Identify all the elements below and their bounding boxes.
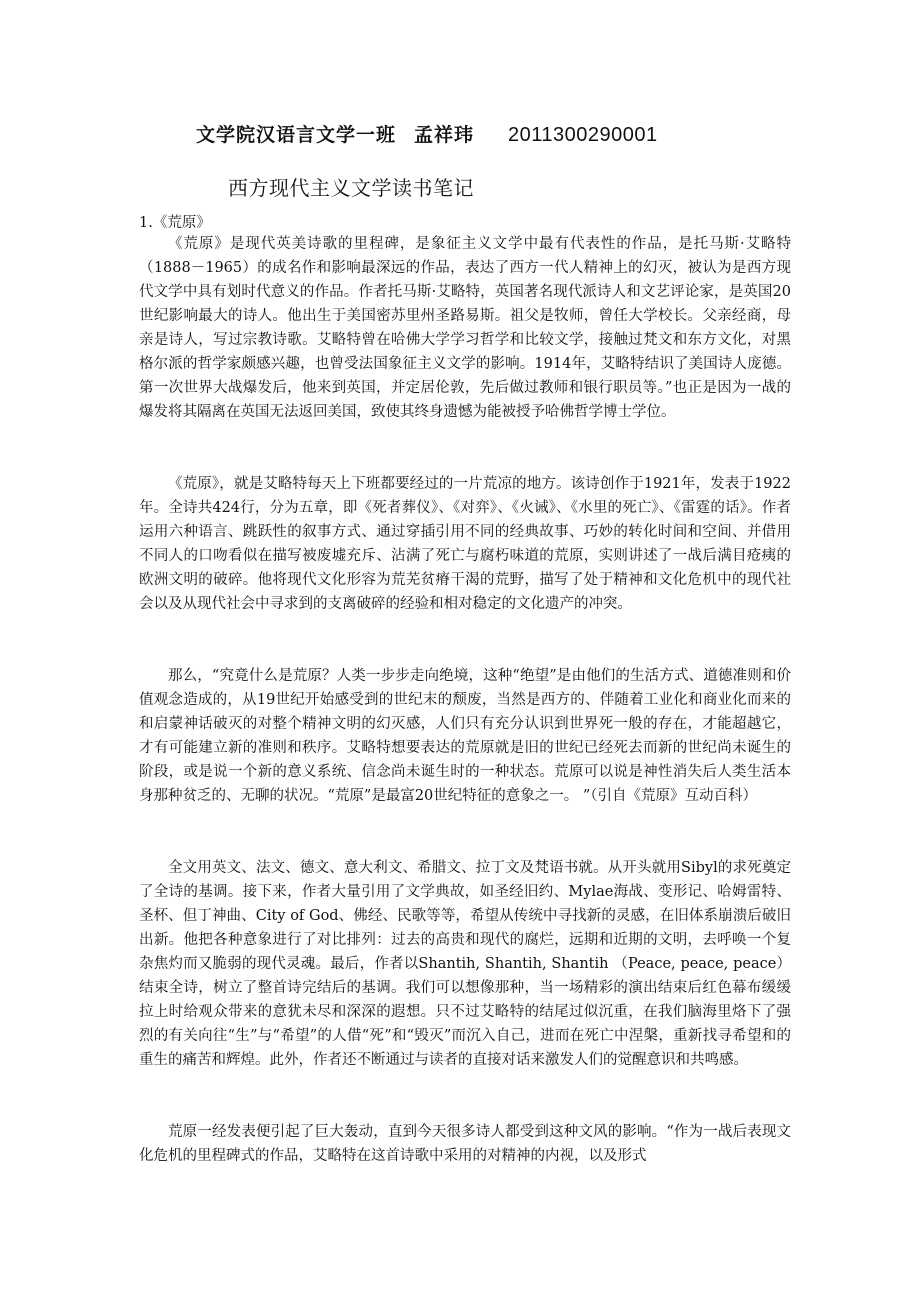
class-label: 文学院汉语言文学一班	[196, 124, 397, 146]
student-name: 孟祥玮	[414, 124, 475, 146]
paragraph-3: 那么，“究竟什么是荒原？人类一步步走向绝境，这种“绝望”是由他们的生活方式、道德准则和价值观念造成的，从19世纪开始感受到的世纪末的颓废，当然是西方的、伴随着工业化和商业化而来的和启蒙神话破灭的对整个精神文明的幻灭感，人们只有充分认识到世界死一般的存在，才能超越它，才有可能建立新的准则和秩序。艾略特想要表达的荒原就是旧的世纪已经死去而新的世纪尚未诞生的阶段，或是说一个新的意义系统、信念尚未诞生时的一种状态。荒原可以说是神性消失后人类生活本身那种贫乏的、无聊的状况。“荒原”是最富20世纪特征的意象之一。 ”（引自《荒原》互动百科）	[139, 668, 791, 804]
paragraph-5: 荒原一经发表便引起了巨大轰动，直到今天很多诗人都受到这种文风的影响。“作为一战后表现文化危机的里程碑式的作品，艾略特在这首诗歌中采用的对精神的内视，以及形式	[139, 1124, 791, 1164]
paragraph-1: 《荒原》是现代英美诗歌的里程碑，是象征主义文学中最有代表性的作品，是托马斯·艾略特（1888－1965）的成名作和影响最深远的作品，表达了西方一代人精神上的幻灭，被认为是西方现代文学中具有划时代意义的作品。作者托马斯·艾略特，英国著名现代派诗人和文艺评论家，是英国20世纪影响最大的诗人。他出生于美国密苏里州圣路易斯。祖父是牧师，曾任大学校长。父亲经商，母亲是诗人，写过宗教诗歌。艾略特曾在哈佛大学学习哲学和比较文学，接触过梵文和东方文化，对黑格尔派的哲学家颇感兴趣，也曾受法国象征主义文学的影响。1914年，艾略特结识了美国诗人庞德。第一次世界大战爆发后，他来到英国，并定居伦敦，先后做过教师和银行职员等。”也正是因为一战的爆发将其隔离在英国无法返回美国，致使其终身遗憾为能被授予哈佛哲学博士学位。	[139, 236, 791, 420]
student-id: 2011300290001	[508, 124, 658, 146]
section-heading: 1.《荒原》	[139, 215, 211, 231]
author-header	[196, 120, 658, 147]
paragraph-4: 全文用英文、法文、德文、意大利文、希腊文、拉丁文及梵语书就。从开头就用Sibyl的求死奠定了全诗的基调。接下来，作者大量引用了文学典故，如圣经旧约、Mylae海战、变形记、哈姆雷特、圣杯、但丁神曲、City of God、佛经、民歌等等，希望从传统中寻找新的灵感，在旧体系崩溃后破旧出新。他把各种意象进行了对比排列：过去的高贵和现代的腐烂，远期和近期的文明，去呼唤一个复杂焦灼而又脆弱的现代灵魂。最后，作者以Shantih, Shantih, Shantih （Peace, peace, peace）结束全诗，树立了整首诗完结后的基调。我们可以想像那种，当一场精彩的演出结束后红色幕布缓缓拉上时给观众带来的意犹未尽和深深的遐想。只不过艾略特的结尾过似沉重，在我们脑海里烙下了强烈的有关向往“生”与“希望”的人借“死”和“毁灭”而沉入自己，进而在死亡中涅槃，重新找寻希望和的重生的痛苦和辉煌。此外，作者还不断通过与读者的直接对话来激发人们的觉醒意识和共鸣感。	[139, 860, 791, 1068]
document-title: 西方现代主义文学读书笔记	[228, 176, 474, 200]
paragraph-2: 《荒原》，就是艾略特每天上下班都要经过的一片荒凉的地方。该诗创作于1921年，发表于1922年。全诗共424行，分为五章，即《死者葬仪》、《对弈》、《火诫》、《水里的死亡》、《雷霆的话》。作者运用六种语言、跳跃性的叙事方式、通过穿插引用不同的经典故事、巧妙的转化时间和空间、并借用不同人的口吻看似在描写被废墟充斥、沾满了死亡与腐朽味道的荒原，实则讲述了一战后满目疮痍的欧洲文明的破碎。他将现代文化形容为荒芜贫瘠干渴的荒野，描写了处于精神和文化危机中的现代社会以及从现代社会中寻求到的支离破碎的经验和相对稳定的文化遗产的冲突。	[139, 476, 791, 612]
